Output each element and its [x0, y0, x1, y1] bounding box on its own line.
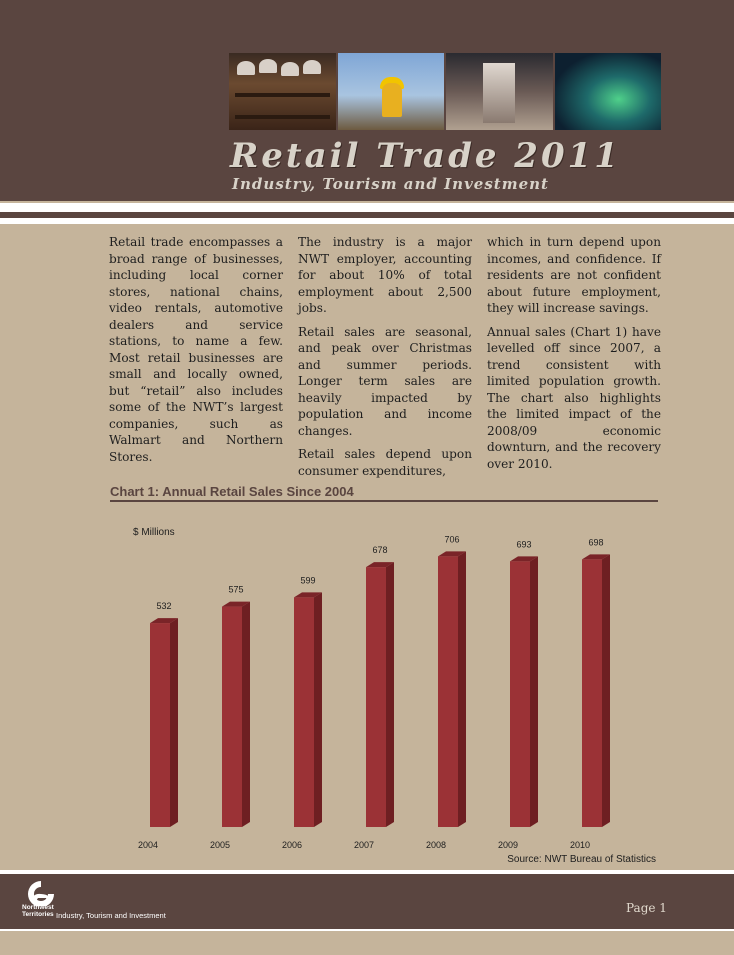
x-tick-label: 2007	[353, 840, 375, 850]
photo-northern-lights	[555, 53, 662, 130]
x-tick-label: 2008	[425, 840, 447, 850]
bar	[582, 559, 602, 827]
y-axis-label: $ Millions	[133, 527, 175, 538]
divider-stripe	[0, 203, 734, 212]
polar-bear-logo-icon	[26, 880, 56, 906]
data-label: 706	[444, 534, 460, 545]
paragraph: Retail sales depend upon consumer expenditures,	[298, 447, 472, 478]
header-banner	[0, 0, 734, 201]
logo-text-line: Northwest	[22, 904, 54, 911]
footer-department: Industry, Tourism and Investment	[56, 911, 166, 920]
photo-construction-worker	[338, 53, 445, 130]
paragraph: Retail sales are seasonal, and peak over Christmas and summer periods. Longer term sales are heavily impacted by population and income changes.	[298, 324, 472, 438]
chart-title: Chart 1: Annual Retail Sales Since 2004	[110, 484, 354, 499]
x-tick-label: 2005	[209, 840, 231, 850]
photo-hats-shelf	[229, 53, 336, 130]
bar	[294, 597, 314, 827]
bar	[366, 567, 386, 827]
x-tick-label: 2006	[281, 840, 303, 850]
bar-side	[386, 562, 394, 827]
footer-bar	[0, 874, 734, 929]
text-column-2	[298, 234, 472, 486]
logo-text-line: Territories	[22, 911, 54, 918]
bar	[150, 623, 170, 827]
photo-store-hallway	[446, 53, 553, 130]
data-label: 698	[588, 537, 604, 548]
bar-side	[530, 556, 538, 827]
header-photo-strip	[229, 53, 661, 130]
x-tick-label: 2010	[569, 840, 591, 850]
chart-title-rule	[110, 500, 658, 502]
text-column-3	[487, 234, 661, 479]
data-label: 575	[228, 584, 244, 595]
bar	[438, 556, 458, 827]
annual-retail-sales-chart	[105, 505, 665, 855]
bar-side	[170, 618, 178, 827]
x-tick-label: 2004	[137, 840, 159, 850]
bar	[510, 561, 530, 827]
paragraph: Annual sales (Chart 1) have levelled off since 2007, a trend consistent with limited population growth. The chart also highlights the limited impact of the 2008/09 economic downturn, and the recovery over 2010.	[487, 324, 661, 471]
data-label: 532	[156, 601, 172, 612]
page-number: Page 1	[626, 901, 667, 915]
data-label: 678	[372, 545, 388, 556]
bottom-margin	[0, 929, 734, 955]
page-title: Retail Trade 2011	[230, 136, 621, 176]
data-label: 693	[516, 539, 532, 550]
x-tick-label: 2009	[497, 840, 519, 850]
bar-side	[458, 551, 466, 827]
bar-side	[242, 602, 250, 827]
bar-side	[314, 592, 322, 827]
logo-wordmark	[22, 904, 54, 918]
page-subtitle: Industry, Tourism and Investment	[232, 175, 549, 193]
divider-stripe	[0, 218, 734, 224]
text-column-1	[109, 234, 283, 472]
paragraph: Retail trade encompasses a broad range of businesses, including local corner stores, national chains, video rentals, automotive dealers and service stations, to name a few. Most retail businesses are small and locally owned, but “retail” also includes some of the NWT’s largest companies, such as Walmart and Northern Stores.	[109, 235, 283, 464]
chart-source: Source: NWT Bureau of Statistics	[507, 854, 656, 865]
data-label: 599	[300, 575, 316, 586]
bar	[222, 607, 242, 827]
bar-side	[602, 554, 610, 827]
paragraph: The industry is a major NWT employer, accounting for about 10% of total employment about 2,500 jobs.	[298, 235, 472, 315]
paragraph: which in turn depend upon incomes, and confidence. If residents are not confident about future employment, they will increase savings.	[487, 235, 661, 315]
